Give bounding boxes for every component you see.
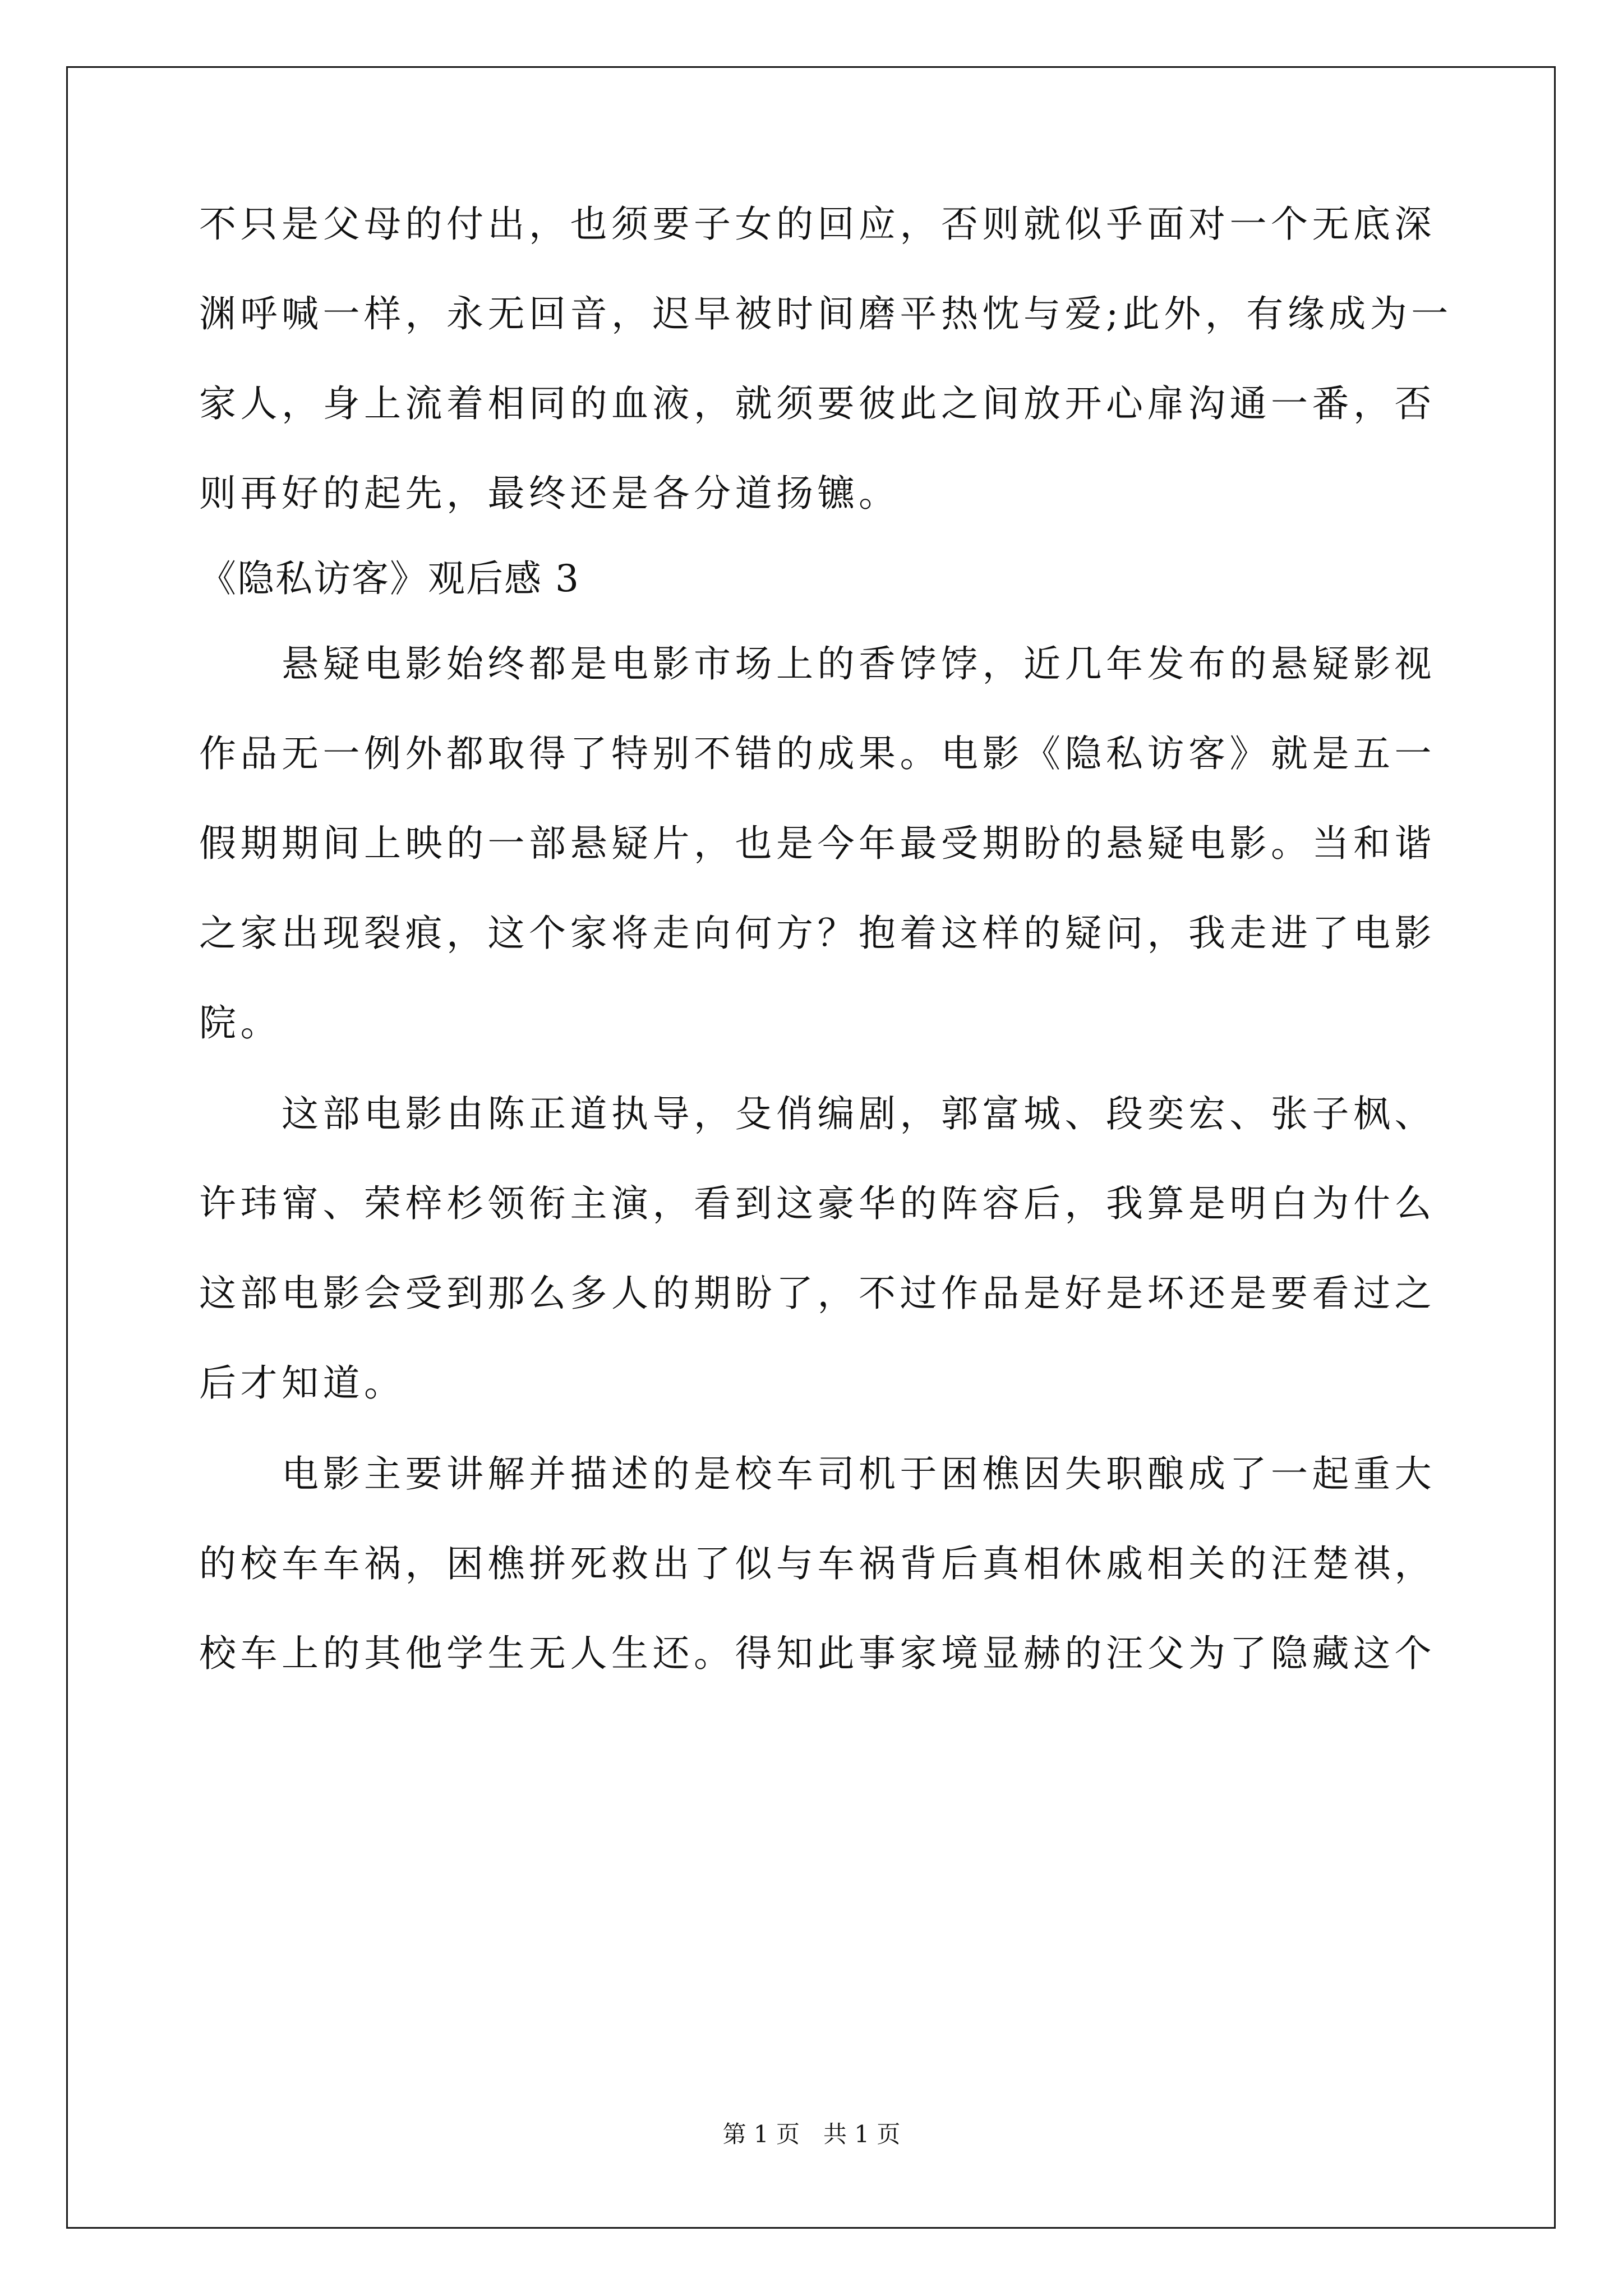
paragraph-line: 的校车车祸，困樵拼死救出了似与车祸背后真相休戚相关的汪楚祺， (199, 1542, 1436, 1585)
paragraph-line: 之家出现裂痕，这个家将走向何方？抱着这样的疑问，我走进了电影 (199, 912, 1436, 955)
paragraph-line: 许玮甯、荣梓杉领衔主演，看到这豪华的阵容后，我算是明白为什么 (199, 1182, 1436, 1225)
paragraph-line: 这部电影会受到那么多人的期盼了，不过作品是好是坏还是要看过之 (199, 1272, 1436, 1315)
section-heading: 《隐私访客》观后感 3 (199, 557, 580, 600)
paragraph-line: 后才知道。 (199, 1361, 405, 1405)
paragraph-line: 悬疑电影始终都是电影市场上的香饽饽，近几年发布的悬疑影视 (199, 642, 1436, 685)
paragraph-line: 校车上的其他学生无人生还。得知此事家境显赫的汪父为了隐藏这个 (199, 1632, 1436, 1675)
paragraph-line: 院。 (199, 1001, 282, 1045)
paragraph-line: 不只是父母的付出，也须要子女的回应，否则就似乎面对一个无底深 (199, 203, 1436, 246)
paragraph-line: 这部电影由陈正道执导，殳俏编剧，郭富城、段奕宏、张子枫、 (199, 1092, 1436, 1135)
page-footer (0, 2120, 1623, 2148)
paragraph-line: 假期期间上映的一部悬疑片，也是今年最受期盼的悬疑电影。当和谐 (199, 822, 1436, 865)
paragraph-line: 渊呼喊一样，永无回音，迟早被时间磨平热忱与爱;此外，有缘成为一 (199, 292, 1453, 335)
paragraph-line: 作品无一例外都取得了特别不错的成果。电影《隐私访客》就是五一 (199, 732, 1436, 775)
paragraph-line: 电影主要讲解并描述的是校车司机于困樵因失职酿成了一起重大 (199, 1452, 1436, 1496)
paragraph-line: 家人，身上流着相同的血液，就须要彼此之间放开心扉沟通一番，否 (199, 382, 1436, 425)
page-number: 第 1 页 共 1 页 (722, 2120, 901, 2148)
paragraph-line: 则再好的起先，最终还是各分道扬镳。 (199, 472, 900, 515)
